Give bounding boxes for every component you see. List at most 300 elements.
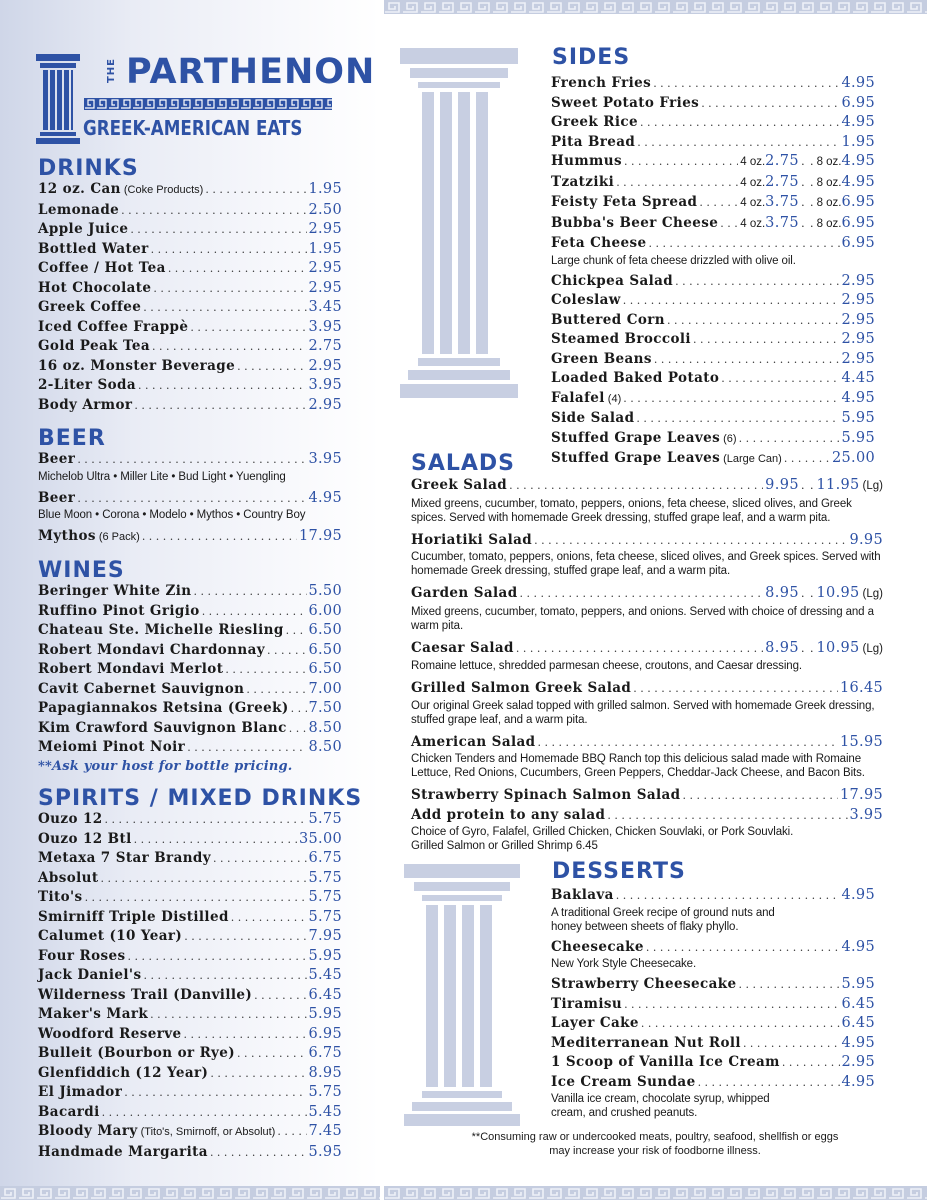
item-description: Blue Moon • Corona • Modelo • Mythos • Country Boy — [38, 509, 306, 521]
dot-leader — [520, 584, 764, 604]
item-price: 8.50 — [308, 739, 342, 755]
item-price: 2.95 — [841, 292, 875, 308]
item-name: Maker's Mark — [38, 1006, 149, 1022]
item-price: 8.95 — [308, 1064, 342, 1081]
parthenon-column-icon — [36, 54, 80, 144]
item-name: Papagiannakos Retsina (Greek) — [38, 700, 289, 716]
item-name: Add protein to any salad — [411, 806, 606, 823]
item-name: Horiatiki Salad — [411, 531, 533, 548]
item-name: Layer Cake — [551, 1015, 639, 1031]
item-price: 6.00 — [308, 602, 342, 619]
item-name: Grilled Salmon Greek Salad — [411, 680, 632, 696]
item-price: 5.95 — [841, 976, 875, 992]
dot-leader — [138, 376, 307, 396]
small-size-label: 4 oz. — [740, 217, 766, 230]
menu-item-row — [38, 259, 342, 279]
item-price: 6.75 — [308, 850, 342, 866]
spirits-heading: SPIRITS / MIXED DRINKS — [38, 786, 363, 811]
item-name: Tito's — [38, 889, 83, 905]
menu-item-row — [551, 1053, 875, 1073]
menu-item-row — [551, 193, 875, 214]
item-name: Steamed Broccoli — [551, 331, 691, 347]
menu-item-row — [38, 888, 342, 908]
item-price: 16.45 — [839, 680, 883, 696]
item-price: 3.95 — [308, 377, 342, 393]
item-name: 12 oz. Can — [38, 181, 121, 197]
item-name: French Fries — [551, 75, 652, 91]
item-name: Beer — [38, 489, 76, 506]
dot-leader — [77, 450, 306, 470]
menu-item-row — [38, 1005, 342, 1025]
item-description: Large chunk of feta cheese drizzled with olive oil. — [551, 254, 796, 267]
dot-leader — [646, 938, 840, 958]
dot-leader — [184, 1025, 307, 1045]
item-name: Bacardi — [38, 1103, 100, 1120]
dot-leader — [151, 240, 307, 260]
small-size-label: 4 oz. — [740, 176, 766, 189]
menu-item-row — [38, 810, 342, 830]
item-name: Falafel — [551, 389, 605, 406]
dot-leader — [150, 1005, 306, 1025]
dot-leader — [124, 1083, 306, 1103]
dot-leader — [739, 429, 840, 449]
dot-leader — [130, 220, 306, 240]
item-price: 2.95 — [841, 331, 875, 347]
item-price: 3.95 — [849, 806, 883, 823]
item-description: Chicken Tenders and Homemade BBQ Ranch top this delicious salad made with Romaine Lettuce, Red Onions, Cucumbers, Green Peppers, Cheddar-Jack Cheese, and Bacon Bits. — [411, 753, 865, 779]
dot-leader — [184, 927, 306, 947]
item-name: Feisty Feta Spread — [551, 194, 698, 210]
menu-item-row — [38, 337, 342, 357]
menu-item-row — [38, 947, 342, 967]
small-size-price: 8.95 — [765, 585, 800, 601]
item-name: Calumet (10 Year) — [38, 928, 183, 944]
item-name: Stuffed Grape Leaves — [551, 450, 721, 466]
menu-item-row — [38, 1103, 342, 1123]
item-price: 3.95 — [308, 318, 342, 335]
menu-item-row — [38, 489, 342, 509]
dot-leader — [267, 641, 306, 661]
dot-leader — [784, 449, 830, 469]
item-price: 35.00 — [298, 830, 342, 847]
menu-item-row — [38, 240, 342, 260]
item-price: 5.95 — [308, 1006, 342, 1022]
dot-separator: . . — [801, 587, 815, 600]
menu-item-row — [551, 975, 875, 995]
item-name: Beringer White Zin — [38, 583, 192, 599]
item-description: New York Style Cheesecake. — [551, 958, 697, 970]
menu-item-row — [411, 786, 883, 806]
item-price: 6.95 — [841, 214, 875, 231]
item-price: 10.95 — [816, 639, 860, 656]
menu-item-row — [551, 133, 875, 153]
item-name: Kim Crawford Sauvignon Blanc — [38, 719, 287, 736]
item-price: 2.95 — [308, 396, 342, 413]
item-price: 2.95 — [308, 221, 342, 237]
item-name: Cheesecake — [551, 938, 644, 955]
menu-item-row — [38, 1083, 342, 1103]
small-size-label: 4 oz. — [740, 197, 766, 209]
small-size-label: 4 oz. — [740, 156, 766, 168]
menu-item-row — [38, 279, 342, 299]
menu-item-row — [551, 152, 875, 173]
item-name: Metaxa 7 Star Brandy — [38, 850, 212, 866]
item-name: Jack Daniel's — [38, 967, 142, 983]
item-name: 1 Scoop of Vanilla Ice Cream — [551, 1054, 780, 1070]
menu-item-row — [38, 719, 342, 739]
item-note: (Large Can) — [723, 453, 782, 465]
menu-item-row — [411, 679, 883, 699]
sides-heading: SIDES — [552, 45, 631, 70]
dot-leader — [102, 1103, 307, 1123]
menu-item-row — [38, 527, 342, 548]
item-name: Ouzo 12 Btl — [38, 830, 132, 847]
item-description: Romaine lettuce, shredded parmesan cheese, croutons, and Caesar dressing. — [411, 660, 802, 672]
item-price: 1.95 — [841, 133, 875, 150]
item-name: 2-Liter Soda — [38, 377, 136, 393]
item-price: 6.50 — [308, 622, 342, 638]
column-pillar-icon — [404, 864, 520, 1126]
menu-item-row — [38, 908, 342, 928]
dot-leader — [143, 298, 306, 318]
item-price: 5.95 — [841, 410, 875, 426]
menu-item-row — [551, 1073, 875, 1093]
item-name: Gold Peak Tea — [38, 338, 151, 354]
item-name: Coleslaw — [551, 292, 621, 308]
dot-leader — [134, 830, 297, 850]
item-price: 1.95 — [308, 240, 342, 257]
item-price: 2.95 — [841, 311, 875, 328]
drinks-list — [38, 180, 342, 415]
small-size-price: 2.75 — [765, 153, 800, 169]
item-name: Ruffino Pinot Grigio — [38, 602, 200, 619]
dot-leader — [152, 337, 306, 357]
item-note: (4) — [607, 392, 622, 405]
beer-heading: BEER — [38, 426, 106, 451]
item-price: 6.95 — [841, 235, 875, 251]
menu-item-row — [38, 1143, 342, 1163]
small-size-price: 8.95 — [765, 639, 800, 656]
item-price: 6.50 — [308, 641, 342, 658]
item-description: Cucumber, tomato, peppers, onions, feta cheese, sliced olives, and Greek spices. Served with homemade Greek dressing, stuffed grape leaf, and a warm pita. — [411, 551, 881, 577]
dot-leader — [623, 291, 840, 311]
item-price: 2.75 — [308, 338, 342, 354]
item-name: Four Roses — [38, 947, 126, 964]
item-price: 2.95 — [308, 357, 342, 374]
item-price: 2.50 — [308, 201, 342, 218]
item-price: 10.95 — [816, 585, 860, 601]
dot-leader — [231, 908, 307, 928]
dot-leader — [667, 311, 839, 331]
beer-list — [38, 450, 342, 548]
item-price: 6.45 — [841, 1015, 875, 1031]
item-description: Our original Greek salad topped with grilled salmon. Served with homemade Greek dressing, stuffed grape leaf, and a warm pita. — [411, 699, 875, 726]
menu-item-row — [551, 94, 875, 114]
dot-leader — [142, 527, 297, 547]
item-name: American Salad — [411, 733, 536, 750]
menu-item-row — [38, 699, 342, 719]
menu-item-row — [411, 733, 883, 753]
item-name: Loaded Baked Potato — [551, 370, 720, 386]
menu-item-row — [38, 396, 342, 416]
menu-item-row — [38, 1064, 342, 1084]
menu-item-row — [38, 180, 342, 201]
item-price: 5.95 — [308, 1143, 342, 1160]
item-description: Mixed greens, cucumber, tomato, peppers, onions, feta cheese, sliced olives, and Greek spices. Served with homemade Greek dressing, stuffed grape leaf, and a warm pita. — [411, 497, 852, 524]
menu-item-row — [38, 220, 342, 240]
dot-leader — [277, 1122, 306, 1142]
disclaimer-line-1: **Consuming raw or undercooked meats, poultry, seafood, shellfish or eggs — [471, 1131, 839, 1143]
dot-leader — [121, 201, 306, 221]
item-name: Baklava — [551, 887, 614, 903]
menu-item-row — [38, 1025, 342, 1045]
menu-item-row — [38, 680, 342, 700]
item-name: Caesar Salad — [411, 639, 514, 656]
menu-item-row — [38, 830, 342, 850]
small-size-price: 3.75 — [765, 214, 800, 231]
item-name: Woodford Reserve — [38, 1025, 182, 1042]
item-price: 4.45 — [841, 370, 875, 386]
item-name: Bubba's Beer Cheese — [551, 214, 719, 231]
greek-key-border-bottom — [384, 1186, 927, 1200]
item-price: 7.95 — [308, 928, 342, 944]
small-size-price: 9.95 — [765, 477, 800, 493]
large-size-label: 8 oz. — [816, 156, 842, 168]
dot-leader — [633, 679, 838, 699]
item-price: 5.75 — [308, 908, 342, 925]
item-price: 11.95 — [816, 477, 860, 493]
menu-item-row — [551, 214, 875, 235]
dot-leader — [648, 234, 839, 254]
item-name: 16 oz. Monster Beverage — [38, 357, 236, 374]
dot-separator: . . — [801, 155, 815, 168]
desserts-heading: DESSERTS — [552, 859, 686, 884]
large-size-tag: (Lg) — [862, 480, 883, 492]
dot-leader — [537, 733, 838, 753]
menu-item-row — [551, 389, 875, 410]
item-note: (6 Pack) — [98, 531, 140, 543]
dot-leader — [289, 719, 307, 739]
item-price: 6.95 — [841, 194, 875, 210]
menu-item-row — [551, 938, 875, 958]
menu-item-row — [38, 298, 342, 318]
menu-item-row — [551, 173, 875, 194]
menu-item-row — [551, 311, 875, 331]
item-name: Green Beans — [551, 350, 652, 367]
item-name: Meiomi Pinot Noir — [38, 739, 186, 755]
wines-heading: WINES — [38, 558, 125, 583]
brand-tagline: GREEK-AMERICAN EATS — [83, 116, 303, 140]
item-price: 2.95 — [841, 272, 875, 289]
dot-leader — [636, 409, 839, 429]
menu-item-row — [411, 584, 883, 605]
item-name: Chateau Ste. Michelle Riesling — [38, 622, 284, 638]
menu-item-row — [551, 330, 875, 350]
dot-leader — [693, 330, 840, 350]
item-description: A traditional Greek recipe of ground nuts and honey between sheets of flaky phyllo. — [551, 906, 775, 933]
dot-leader — [743, 1034, 840, 1054]
item-name: Beer — [38, 451, 76, 467]
item-name: Greek Coffee — [38, 299, 142, 315]
item-price: 2.95 — [841, 350, 875, 367]
item-description: Mixed greens, cucumber, tomato, peppers, and onions. Served with choice of dressing and a warm pita. — [411, 605, 874, 632]
dot-leader — [225, 660, 306, 680]
menu-item-row — [38, 450, 342, 470]
item-price: 4.95 — [841, 1073, 875, 1090]
dot-leader — [654, 350, 840, 370]
dot-leader — [721, 369, 839, 389]
small-size-price: 3.75 — [765, 194, 800, 210]
item-name: Tzatziki — [551, 173, 615, 190]
menu-item-row — [551, 272, 875, 292]
item-name: Strawberry Cheesecake — [551, 976, 737, 992]
item-name: Hot Chocolate — [38, 279, 152, 296]
menu-item-row — [38, 602, 342, 622]
dot-leader — [105, 810, 307, 830]
menu-item-row — [551, 429, 875, 450]
menu-item-row — [551, 113, 875, 133]
item-price: 5.45 — [308, 967, 342, 983]
menu-item-row — [551, 350, 875, 370]
menu-item-row — [38, 318, 342, 338]
item-price: 7.50 — [308, 700, 342, 716]
item-price: 2.95 — [308, 260, 342, 276]
item-name: Greek Rice — [551, 114, 639, 130]
large-size-label: 8 oz. — [816, 176, 842, 189]
item-price: 6.75 — [308, 1045, 342, 1061]
dot-leader — [683, 786, 838, 806]
greek-key-border-top — [384, 0, 927, 14]
item-price: 17.95 — [298, 528, 342, 544]
dot-leader — [637, 133, 839, 153]
dot-leader — [616, 173, 738, 193]
item-price: 6.45 — [308, 986, 342, 1003]
greek-key-border-bottom-left — [0, 1186, 380, 1200]
item-price: 17.95 — [839, 787, 883, 803]
item-price: 5.50 — [308, 583, 342, 599]
menu-item-row — [38, 1044, 342, 1064]
sides-list — [551, 74, 875, 470]
dot-leader — [286, 621, 307, 641]
dot-leader — [237, 357, 306, 377]
item-price: 5.75 — [308, 1084, 342, 1100]
item-name: Glenfiddich (12 Year) — [38, 1064, 209, 1081]
menu-item-row — [38, 869, 342, 889]
menu-item-row — [551, 409, 875, 429]
menu-item-row — [551, 291, 875, 311]
item-name: Handmade Margarita — [38, 1143, 208, 1160]
dot-leader — [640, 113, 839, 133]
item-name: Mythos — [38, 528, 96, 544]
item-price: 4.95 — [841, 389, 875, 406]
item-price: 5.75 — [308, 811, 342, 827]
dot-separator: . . — [801, 479, 815, 492]
item-description: Vanilla ice cream, chocolate syrup, whipped cream, and crushed peanuts. — [551, 1093, 770, 1119]
menu-item-row — [411, 639, 883, 660]
item-description: Michelob Ultra • Miller Lite • Bud Light • Yuengling — [38, 470, 286, 483]
dot-leader — [675, 272, 839, 292]
dot-leader — [701, 94, 839, 114]
item-price: 4.95 — [841, 173, 875, 190]
menu-item-row — [38, 738, 342, 758]
item-note: (Coke Products) — [123, 184, 204, 196]
dot-leader — [516, 639, 763, 659]
dot-leader — [653, 74, 839, 94]
item-price: 15.95 — [839, 733, 883, 750]
dot-leader — [153, 279, 306, 299]
item-price: 2.95 — [308, 279, 342, 296]
dot-leader — [641, 1014, 840, 1034]
item-name: Bottled Water — [38, 240, 149, 257]
item-name: Cavit Cabernet Sauvignon — [38, 680, 245, 697]
dot-leader — [246, 680, 306, 700]
item-name: Absolut — [38, 869, 99, 886]
dot-leader — [739, 975, 840, 995]
item-price: 5.45 — [308, 1103, 342, 1120]
bottle-pricing-note: **Ask your host for bottle pricing. — [38, 758, 293, 774]
menu-item-row — [411, 806, 883, 826]
large-size-label: 8 oz. — [816, 217, 842, 230]
item-name: Robert Mondavi Merlot — [38, 661, 224, 677]
item-price: 4.95 — [841, 887, 875, 903]
item-price: 5.95 — [308, 947, 342, 964]
dot-leader — [534, 531, 847, 551]
item-name: Ice Cream Sundae — [551, 1073, 696, 1090]
menu-item-row — [38, 641, 342, 661]
dot-leader — [202, 602, 307, 622]
item-description-extra: Grilled Salmon or Grilled Shrimp 6.45 — [411, 840, 598, 852]
dot-leader — [190, 318, 306, 338]
brand-logo — [36, 52, 376, 152]
dot-leader — [128, 947, 307, 967]
menu-item-row — [38, 849, 342, 869]
item-name: Mediterranean Nut Roll — [551, 1034, 741, 1051]
dot-separator: . . — [801, 196, 815, 209]
item-price: 3.45 — [308, 299, 342, 315]
menu-item-row — [38, 986, 342, 1006]
dot-leader — [101, 869, 307, 889]
menu-item-row — [551, 234, 875, 254]
item-name: Robert Mondavi Chardonnay — [38, 641, 266, 658]
item-price: 4.95 — [841, 938, 875, 955]
menu-item-row — [38, 201, 342, 221]
menu-item-row — [38, 966, 342, 986]
dot-leader — [624, 152, 738, 172]
dot-leader — [77, 489, 306, 509]
item-name: Chickpea Salad — [551, 272, 674, 289]
greek-key-logo-band — [84, 98, 332, 110]
dot-separator: . . — [801, 216, 815, 230]
item-name: Iced Coffee Frappè — [38, 318, 189, 335]
disclaimer-line-2: may increase your risk of foodborne illness. — [549, 1145, 761, 1157]
item-price: 25.00 — [831, 450, 875, 466]
large-size-tag: (Lg) — [862, 588, 883, 600]
item-name: Strawberry Spinach Salmon Salad — [411, 787, 681, 803]
menu-item-row — [551, 886, 875, 906]
desserts-list — [551, 886, 875, 1124]
item-price: 4.95 — [841, 153, 875, 169]
item-price: 9.95 — [849, 531, 883, 548]
item-name: Side Salad — [551, 410, 635, 426]
item-name: Buttered Corn — [551, 311, 666, 328]
item-name: Apple Juice — [38, 221, 129, 237]
dot-leader — [210, 1143, 307, 1163]
item-name: Lemonade — [38, 201, 120, 218]
menu-item-row — [38, 1122, 342, 1143]
dot-leader — [210, 1064, 306, 1084]
dot-leader — [698, 1073, 840, 1093]
dot-leader — [85, 888, 307, 908]
